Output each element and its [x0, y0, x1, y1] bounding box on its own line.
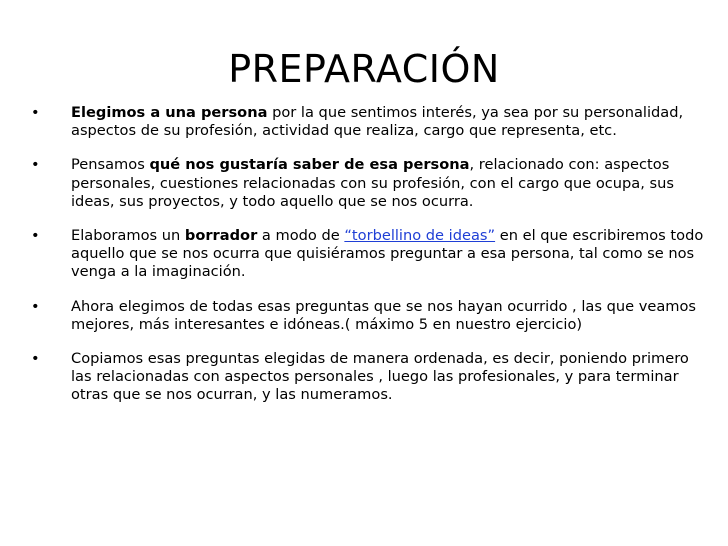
bullet-item-5 — [29, 350, 705, 405]
torbellino-link[interactable]: “torbellino de ideas” — [344, 227, 496, 245]
bullet-3-text: en el que escribiremos todo aquello que se nos ocurra que quisiéramos preguntar a esa persona, tal como se nos venga a la imaginación. — [71, 227, 704, 281]
bullet-5-text: Copiamos esas preguntas elegidas de manera ordenada, es decir, poniendo primero las relacionadas con aspectos personales , luego las profesionales, y para terminar otras que se nos ocurran, y las numeramos. — [71, 350, 689, 404]
bullet-2-bold: qué nos gustaría saber de esa persona — [149, 156, 470, 174]
bullet-1-text: por la que sentimos interés, ya sea por su personalidad, aspectos de su profesión, actividad que realiza, cargo que representa, etc. — [71, 104, 684, 140]
bullet-marker: • — [31, 104, 40, 121]
bullet-list — [29, 104, 705, 405]
bullet-marker: • — [31, 350, 40, 368]
bullet-item-4 — [29, 298, 705, 334]
bullet-marker: • — [31, 227, 40, 245]
bullet-marker: • — [31, 156, 40, 174]
bullet-2-text: , relacionado con: aspectos personales, cuestiones relacionadas con su profesión, con el cargo que ocupa, sus ideas, sus proyectos, y todo aquello que se nos ocurra. — [71, 156, 674, 210]
bullet-item-3 — [29, 227, 705, 282]
slide-title: PREPARACIÓN — [228, 47, 500, 91]
bullet-marker: • — [31, 297, 40, 315]
bullet-item-1 — [29, 104, 705, 140]
bullet-2-pre: Pensamos — [71, 156, 150, 174]
bullet-3-bold: borrador — [184, 227, 258, 245]
bullet-4-text: Ahora elegimos de todas esas preguntas que se nos hayan ocurrido , las que veamos mejores, más interesantes e idóneas.( máximo 5 en nuestro ejercicio) — [71, 297, 697, 333]
bullet-3-mid: a modo de — [257, 227, 345, 245]
bullet-1-bold: Elegimos a una persona — [71, 104, 268, 121]
bullet-3-pre: Elaboramos un — [71, 227, 185, 245]
bullet-item-2 — [29, 156, 705, 211]
